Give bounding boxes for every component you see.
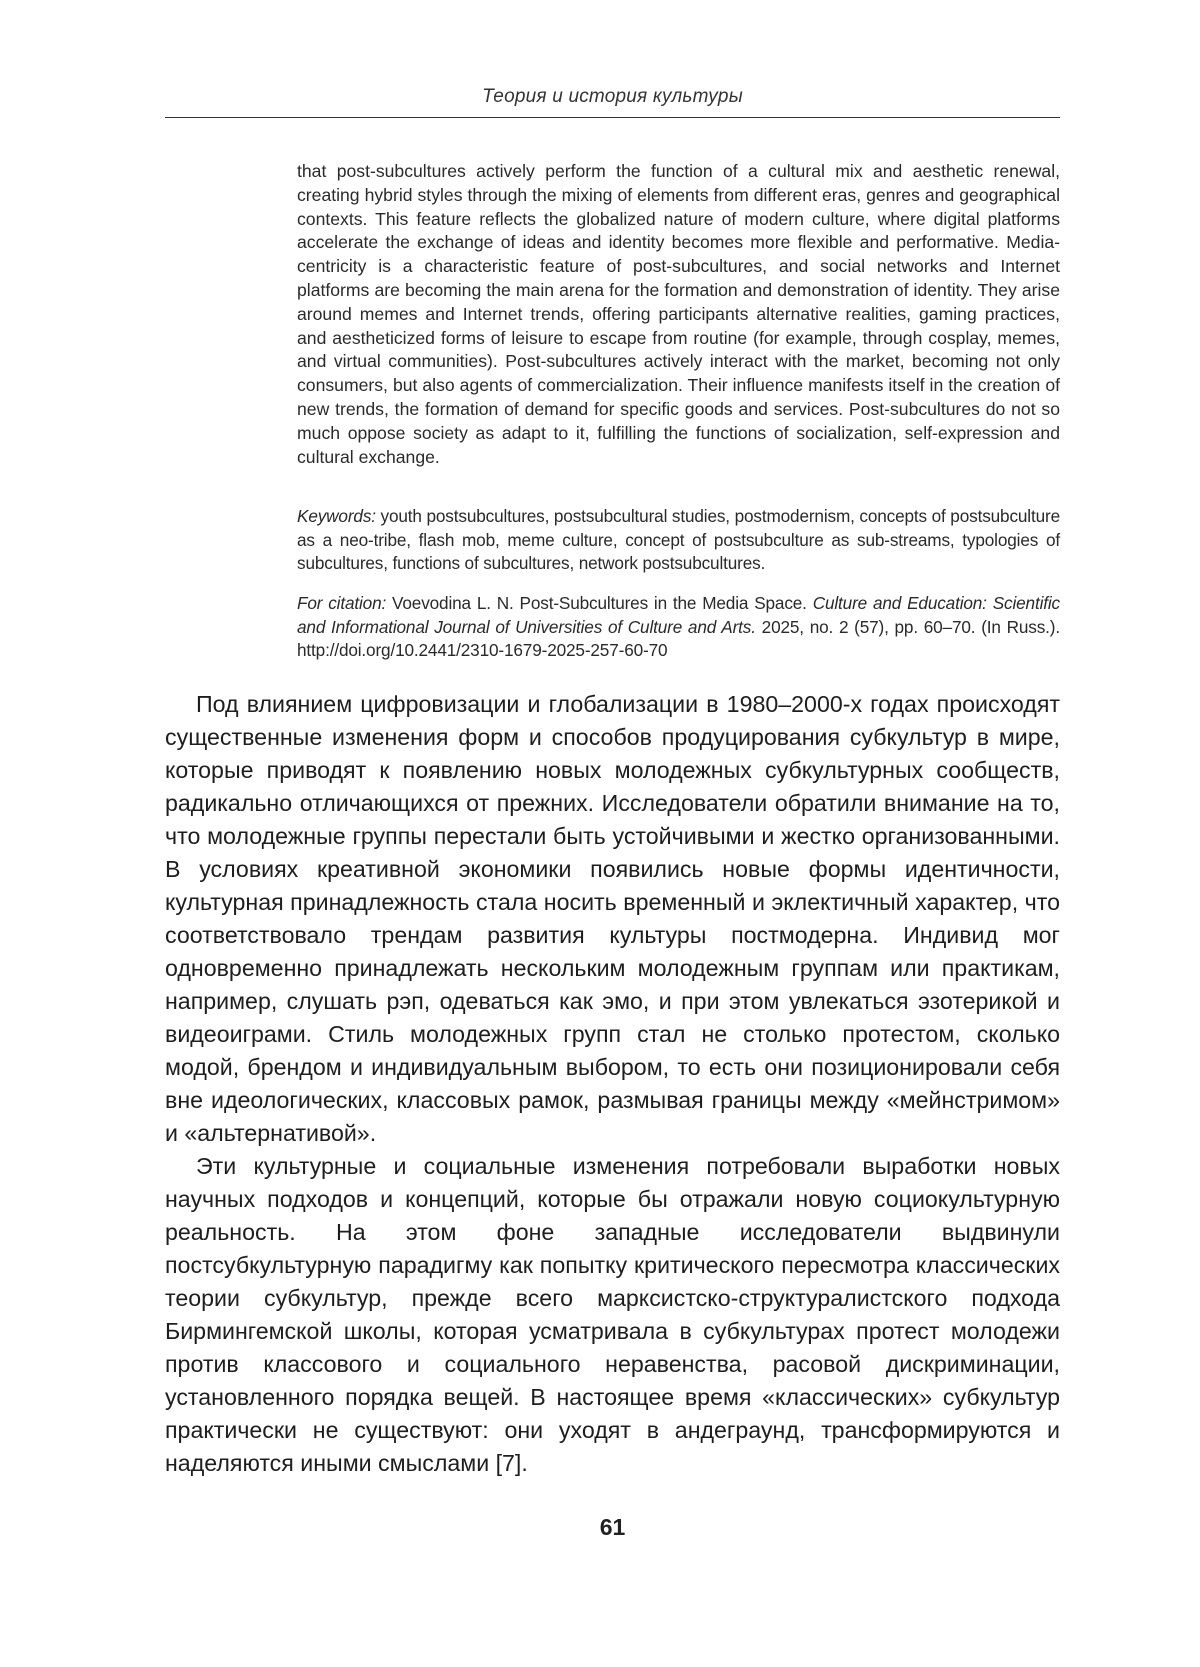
keywords-block xyxy=(297,505,1060,576)
citation-details: 2025, no. 2 (57), pp. 60–70. (In Russ.). http://doi.org/10.2441/2310-1679-2025-257-60-70 xyxy=(297,616,1060,660)
page-number: 61 xyxy=(599,1514,626,1540)
abstract xyxy=(297,160,1060,469)
header-rule xyxy=(165,117,1060,118)
citation-journal: Culture and Education: Scientific and Informational Journal of Universities of Culture and Arts. xyxy=(297,593,1060,637)
citation-label: For citation: xyxy=(297,593,387,613)
abstract-text: that post-subcultures actively perform the function of a cultural mix and aesthetic renewal, creating hybrid styles through the mixing of elements from different eras, genres and geographical contexts. This feature reflects the globalized nature of modern culture, where digital platforms accelerate the exchange of ideas and identity becomes more flexible and performative. Media-centricity is a characteristic feature of post-subcultures, and social networks and Internet platforms are becoming the main arena for the formation and demonstration of identity. They arise around memes and Internet trends, offering participants alternative realities, gaming practices, and aestheticized forms of leisure to escape from routine (for example, through cosplay, memes, and virtual communities). Post-subcultures actively interact with the market, becoming not only consumers, but also agents of commercialization. Their influence manifests itself in the creation of new trends, the formation of demand for specific goods and services. Post-subcultures do not so much oppose society as adapt to it, fulfilling the functions of socialization, self-expression and cultural exchange. xyxy=(297,161,1060,467)
citation-block xyxy=(297,592,1060,663)
running-title: Теория и история культуры xyxy=(482,86,743,107)
keywords-label: Keywords: xyxy=(297,506,376,526)
body-paragraph: Эти культурные и социальные изменения потребовали выработки новых научных подходов и концепций, которые бы отражали новую социокультурную реальность. На этом фоне западные исследователи выдвинули постсубкультурную парадигму как попытку критического пересмотра классических теории субкультур, прежде всего марксистско-структуралистского подхода Бирмингемской школы, которая усматривала в субкультурах протест молодежи против классового и социального неравенства, расовой дискриминации, установленного порядка вещей. В настоящее время «классических» субкультур практически не существуют: они уходят в андеграунд, трансформируются и наделяются иными смыслами [7]. xyxy=(165,1153,1060,1476)
body-paragraph: Под влиянием цифровизации и глобализации в 1980–2000-х годах происходят существенные изменения форм и способов продуцирования субкультур в мире, которые приводят к появлению новых молодежных субкультурных сообществ, радикально отличающихся от прежних. Исследователи обратили внимание на то, что молодежные группы перестали быть устойчивыми и жестко организованными. В условиях креативной экономики появились новые формы идентичности, культурная принадлежность стала носить временный и эклектичный характер, что соответствовало трендам развития культуры постмодерна. Индивид мог одновременно принадлежать нескольким молодежным группам или практикам, например, слушать рэп, одеваться как эмо, и при этом увлекаться эзотерикой и видеоиграми. Стиль молодежных групп стал не столько протестом, сколько модой, брендом и индивидуальным выбором, то есть они позиционировали себя вне идеологических, классовых рамок, размывая границы между «мейнстримом» и «альтернативой». xyxy=(165,691,1060,1146)
keywords-text: youth postsubcultures, postsubcultural studies, postmodernism, concepts of postsubculture as a neo-tribe, flash mob, meme culture, concept of postsubculture as sub-streams, typologies of subcultures, functions of subcultures, network postsubcultures. xyxy=(297,506,1060,573)
main-body xyxy=(165,688,1060,1480)
citation-authors-title: Voevodina L. N. Post-Subcultures in the Media Space. xyxy=(392,593,807,613)
